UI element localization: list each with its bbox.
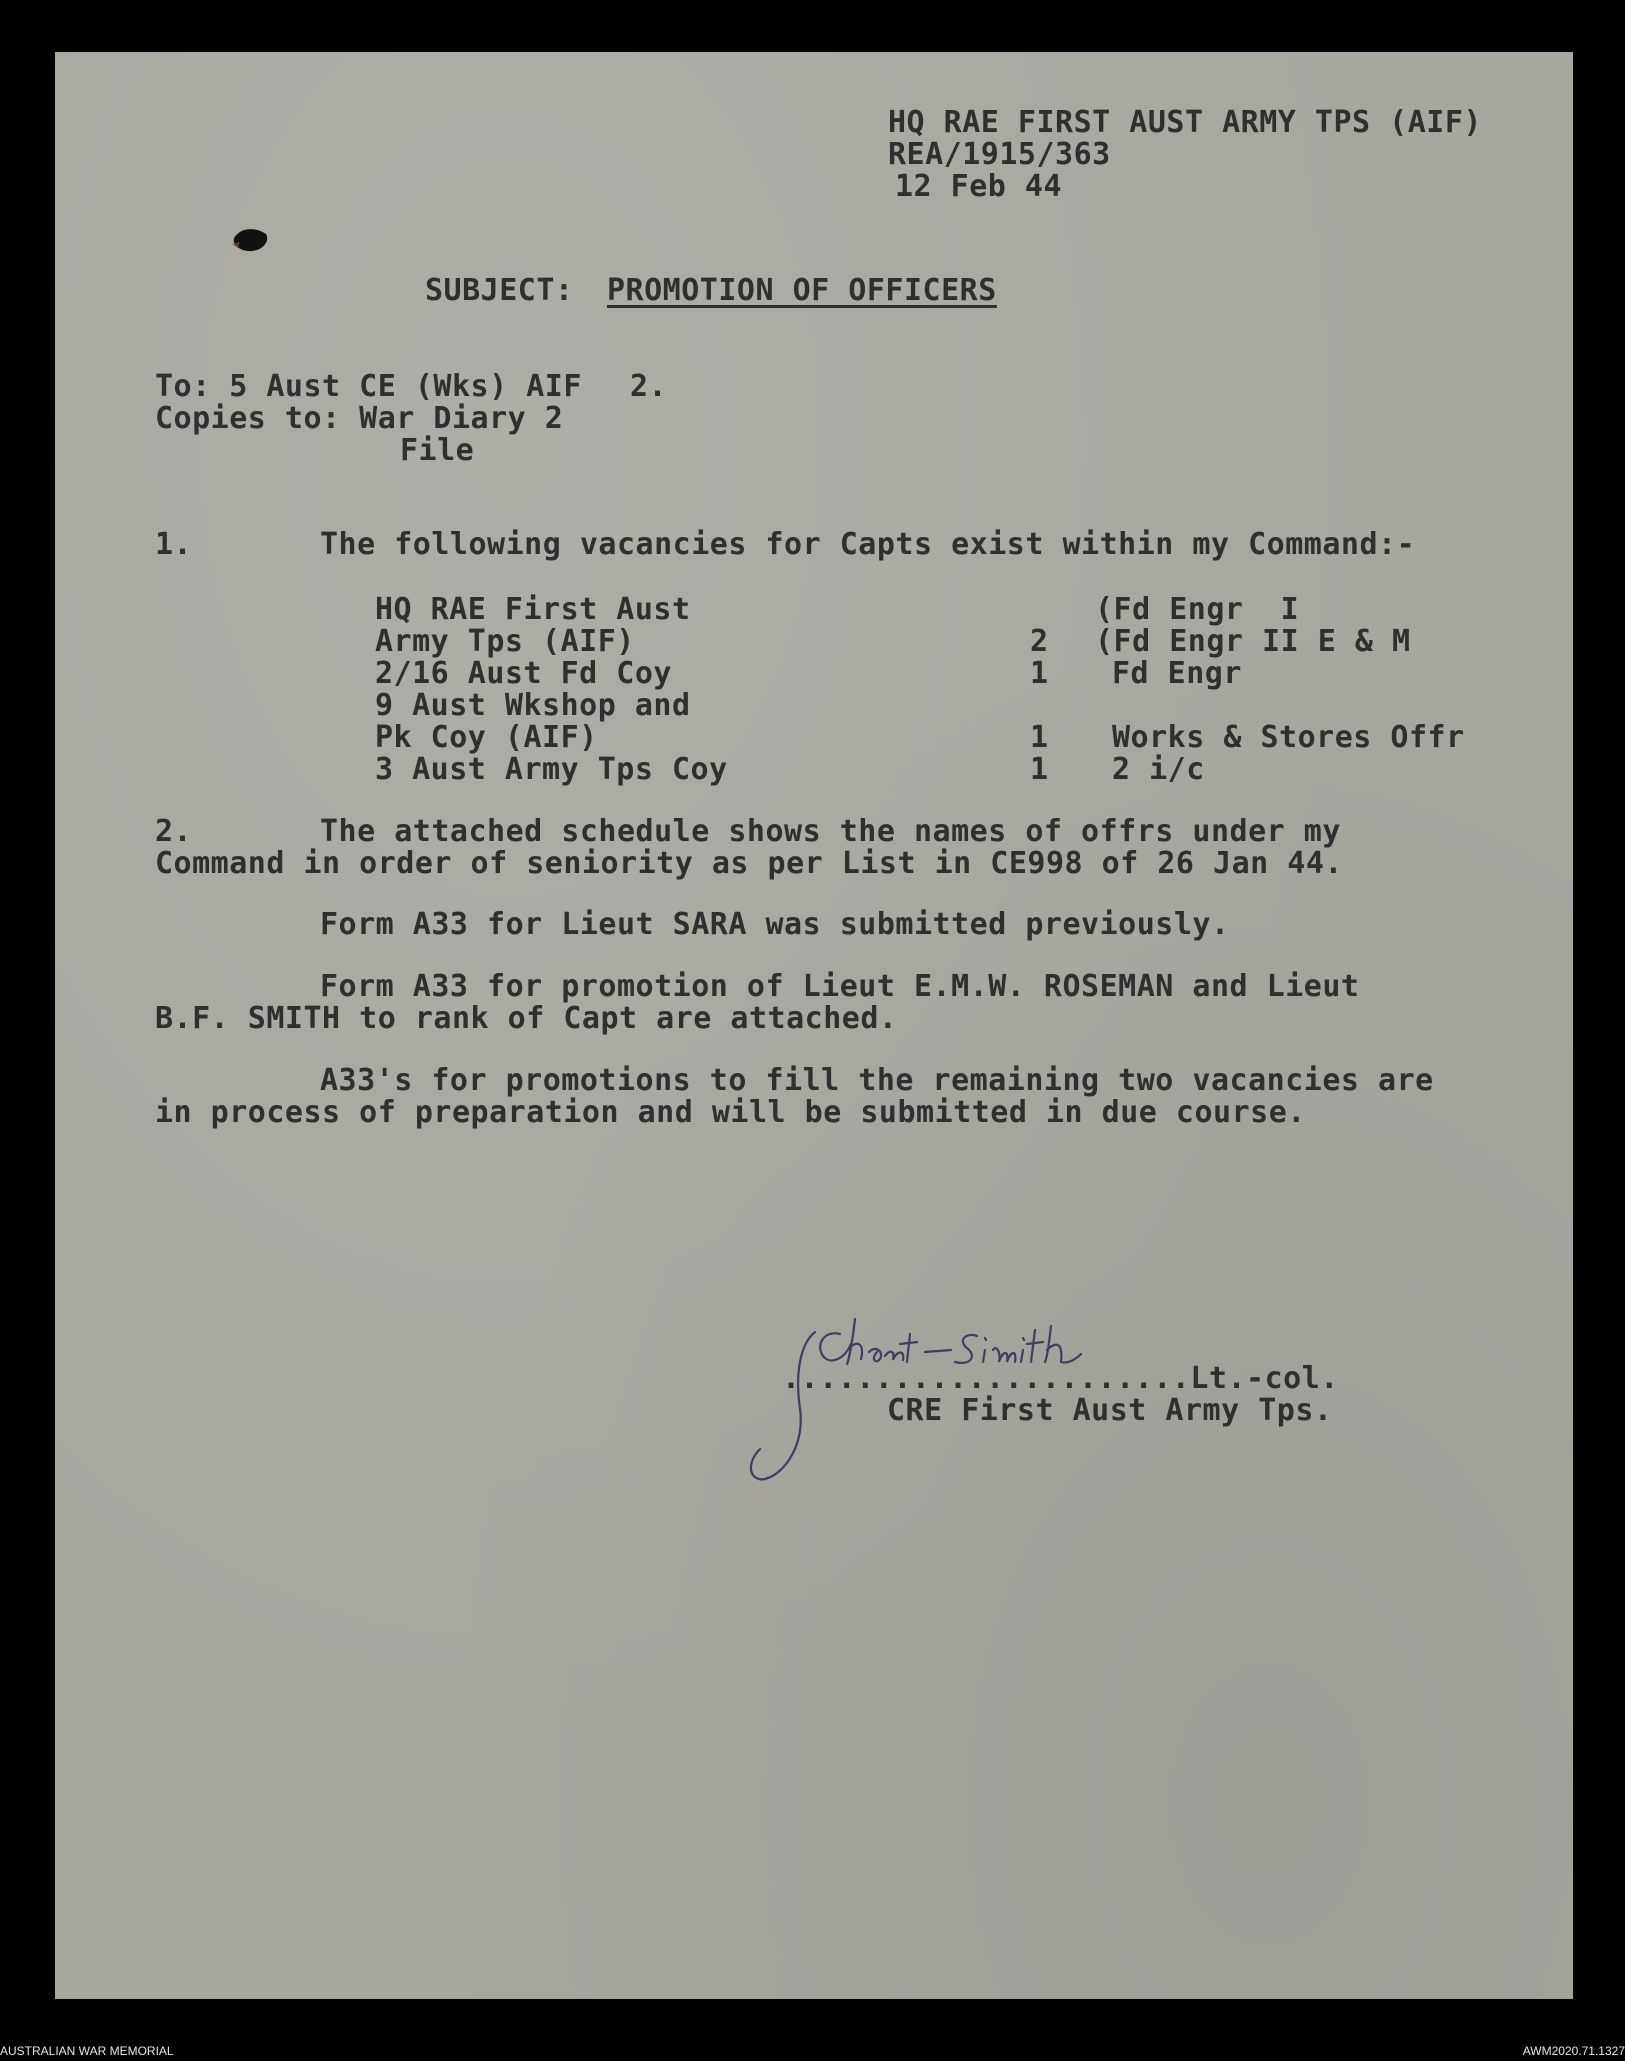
vacancy-unit: 2/16 Aust Fd Coy <box>375 656 672 691</box>
vacancy-role: (Fd Engr I <box>1095 592 1300 627</box>
para1-number: 1. <box>155 527 193 562</box>
para2-sub2-line1: Form A33 for promotion of Lieut E.M.W. ROSEMAN and Lieut <box>320 969 1360 1004</box>
vacancy-unit: 3 Aust Army Tps Coy <box>375 752 728 787</box>
para2-sub3-line1: A33's for promotions to fill the remaining two vacancies are <box>320 1063 1434 1098</box>
vacancy-unit: 9 Aust Wkshop and <box>375 688 691 723</box>
punch-hole <box>230 224 272 256</box>
vacancy-role: 2 i/c <box>1112 752 1205 787</box>
footer-catalogue-id: AWM2020.71.1327 <box>1522 2044 1625 2058</box>
document-page <box>55 52 1573 1999</box>
to-copies: 2. <box>630 369 668 404</box>
para1-text: The following vacancies for Capts exist within my Command:- <box>320 527 1416 562</box>
header-unit: HQ RAE FIRST AUST ARMY TPS (AIF) <box>888 105 1482 140</box>
vacancy-count: 1 <box>1030 720 1049 755</box>
subject-value: PROMOTION OF OFFICERS <box>607 273 997 308</box>
vacancy-unit: Pk Coy (AIF) <box>375 720 598 755</box>
vacancy-role: (Fd Engr II E & M <box>1095 624 1411 659</box>
to-line: To: 5 Aust CE (Wks) AIF <box>155 369 582 404</box>
para2-sub3-line2: in process of preparation and will be submitted in due course. <box>155 1095 1306 1130</box>
para2-number: 2. <box>155 814 193 849</box>
para2-line1: The attached schedule shows the names of offrs under my <box>320 814 1341 849</box>
footer-archive-name: AUSTRALIAN WAR MEMORIAL <box>0 2044 174 2058</box>
vacancy-unit: Army Tps (AIF) <box>375 624 635 659</box>
para2-sub2-line2: B.F. SMITH to rank of Capt are attached. <box>155 1001 898 1036</box>
vacancy-role: Fd Engr <box>1112 656 1242 691</box>
copies-to-line: Copies to: War Diary 2 <box>155 401 564 436</box>
vacancy-unit: HQ RAE First Aust <box>375 592 691 627</box>
signature-title: CRE First Aust Army Tps. <box>887 1393 1333 1428</box>
para2-line2: Command in order of seniority as per List in CE998 of 26 Jan 44. <box>155 846 1343 881</box>
vacancy-count: 1 <box>1030 656 1049 691</box>
vacancy-count: 1 <box>1030 752 1049 787</box>
signature-rank-line: ......................Lt.-col. <box>782 1361 1339 1396</box>
copies-file: File <box>400 433 475 468</box>
header-date: 12 Feb 44 <box>895 169 1063 204</box>
vacancy-count: 2 <box>1030 624 1049 659</box>
subject-label: SUBJECT: <box>425 273 574 308</box>
vacancy-role: Works & Stores Offr <box>1112 720 1465 755</box>
header-reference: REA/1915/363 <box>888 137 1111 172</box>
para2-sub1: Form A33 for Lieut SARA was submitted previously. <box>320 907 1230 942</box>
